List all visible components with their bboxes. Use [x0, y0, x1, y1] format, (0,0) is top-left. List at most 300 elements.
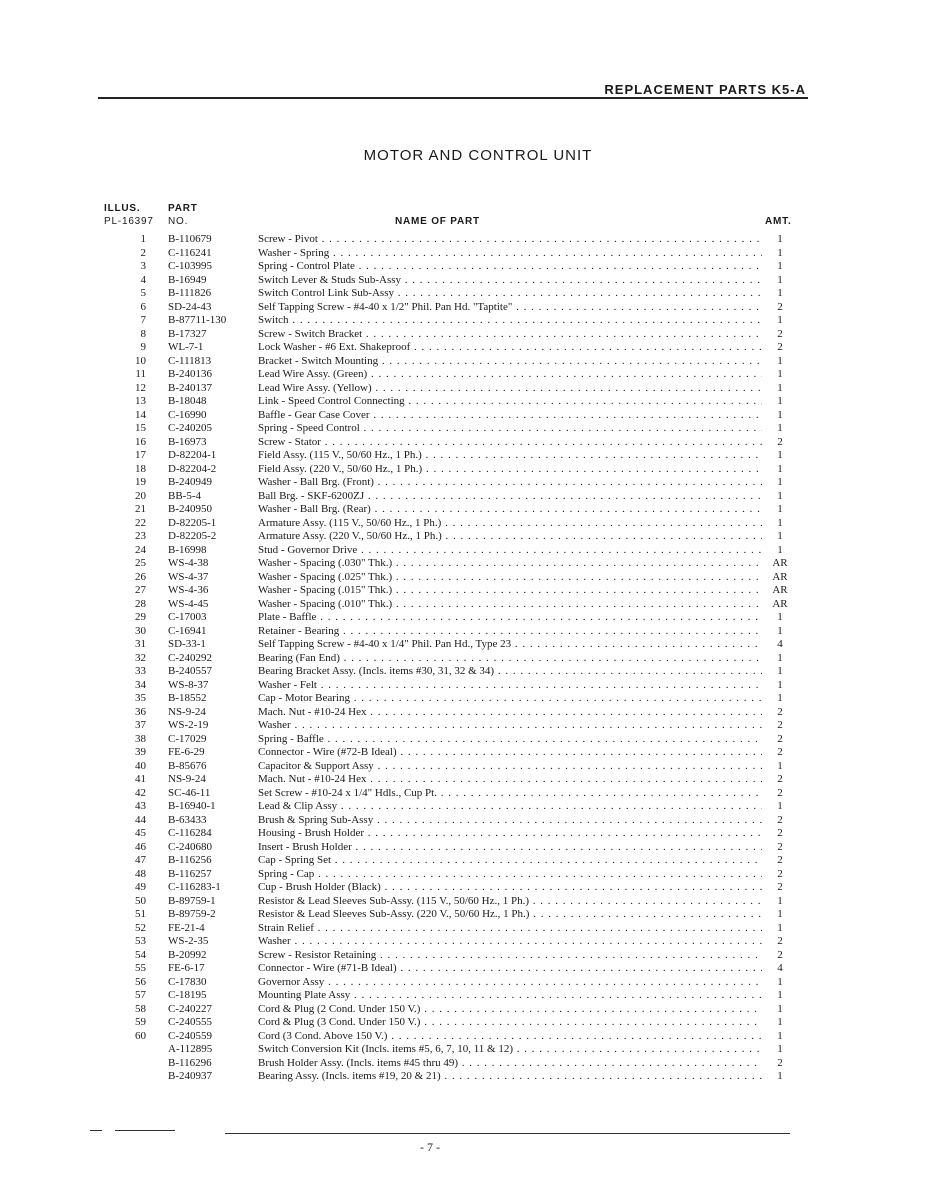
amount: 1: [777, 260, 783, 272]
part-name: Cord (3 Cond. Above 150 V.) . . .: [258, 1030, 762, 1044]
illus-number: 17: [135, 449, 146, 461]
amount: 2: [777, 732, 783, 745]
part-name: Retainer - Bearing . . .: [258, 625, 762, 639]
amount: 2: [777, 840, 783, 853]
part-number: B-85676: [168, 759, 207, 772]
table-row: [0, 463, 946, 477]
illus-number: 57: [135, 989, 146, 1001]
part-number: B-240557: [168, 665, 212, 677]
part-number: B-240949: [168, 476, 212, 488]
amount: 2: [777, 867, 783, 880]
col-name: NAME OF PART: [395, 216, 480, 227]
part-name: Washer - Felt . . .: [258, 679, 762, 693]
amount: 1: [777, 651, 783, 664]
table-row: [0, 679, 946, 693]
part-name: Screw - Switch Bracket . . .: [258, 328, 762, 342]
table-row: [0, 1043, 946, 1057]
part-name: Mach. Nut - #10-24 Hex . . .: [258, 773, 762, 787]
table-row: [0, 881, 946, 895]
part-number: FE-21-4: [168, 921, 205, 934]
part-name: Washer - Spacing (.025" Thk.) . . .: [258, 571, 762, 585]
table-row: [0, 409, 946, 423]
part-number: B-20992: [168, 948, 207, 961]
part-number: B-240136: [168, 368, 212, 380]
table-row: [0, 652, 946, 666]
part-number: WS-8-37: [168, 678, 209, 691]
table-row: [0, 490, 946, 504]
table-row: [0, 922, 946, 936]
amount: 1: [777, 921, 783, 934]
amount: 1: [777, 1070, 783, 1082]
illus-number: 39: [135, 746, 146, 758]
table-row: [0, 733, 946, 747]
part-name: Spring - Speed Control . . .: [258, 422, 762, 436]
table-row: [0, 611, 946, 625]
part-name: Screw - Pivot . . .: [258, 233, 762, 247]
amount: 1: [777, 287, 783, 299]
part-number: WL-7-1: [168, 341, 204, 353]
part-number: FE-6-17: [168, 962, 205, 974]
amount: 1: [777, 611, 783, 623]
amount: 2: [777, 327, 783, 340]
amount: 1: [777, 462, 783, 475]
part-name: Bracket - Switch Mounting . . .: [258, 355, 762, 369]
illus-number: 31: [135, 638, 146, 650]
table-row: [0, 1003, 946, 1017]
amount: 1: [777, 894, 783, 907]
amount: 2: [777, 813, 783, 826]
part-number: C-16990: [168, 408, 207, 421]
illus-number: 40: [135, 759, 146, 772]
part-number: WS-4-45: [168, 597, 209, 610]
illus-number: 47: [135, 854, 146, 866]
part-name: Mach. Nut - #10-24 Hex . . .: [258, 706, 762, 720]
part-name: Resistor & Lead Sleeves Sub-Assy. (220 V., 50/60 Hz., 1 Ph.) . . .: [258, 908, 762, 922]
table-row: [0, 706, 946, 720]
amount: 1: [777, 503, 783, 515]
part-number: FE-6-29: [168, 746, 205, 758]
amount: 1: [777, 1043, 783, 1055]
amount: 1: [777, 368, 783, 380]
table-row: [0, 247, 946, 261]
part-number: B-16998: [168, 543, 207, 556]
illus-number: 27: [135, 584, 146, 596]
part-name: Screw - Stator . . .: [258, 436, 762, 450]
illus-number: 38: [135, 732, 146, 745]
col-illus-label: ILLUS.: [104, 203, 141, 214]
table-row: [0, 328, 946, 342]
amount: 1: [777, 381, 783, 394]
amount: 1: [777, 692, 783, 704]
part-name: Washer - Ball Brg. (Front) . . .: [258, 476, 762, 490]
illus-number: 59: [135, 1016, 146, 1028]
part-number: C-240292: [168, 651, 212, 664]
part-number: B-110679: [168, 233, 212, 245]
illus-number: 3: [140, 260, 146, 272]
amount: 1: [777, 989, 783, 1001]
part-name: Housing - Brush Holder . . .: [258, 827, 762, 841]
table-row: [0, 368, 946, 382]
table-row: [0, 625, 946, 639]
part-number: B-18552: [168, 692, 207, 704]
table-row: [0, 314, 946, 328]
illus-number: 49: [135, 881, 146, 893]
part-name: Plate - Baffle . . .: [258, 611, 762, 625]
part-number: BB-5-4: [168, 489, 201, 502]
illus-number: 1: [140, 233, 146, 245]
illus-number: 32: [135, 651, 146, 664]
illus-number: 51: [135, 908, 146, 920]
part-name: Self Tapping Screw - #4-40 x 1/2" Phil. Pan Hd. "Taptite" . . .: [258, 301, 762, 315]
table-row: [0, 773, 946, 787]
part-name: Brush & Spring Sub-Assy . . .: [258, 814, 762, 828]
table-row: [0, 949, 946, 963]
part-number: C-17003: [168, 611, 207, 623]
illus-number: 11: [135, 368, 146, 380]
table-row: [0, 476, 946, 490]
header-title: REPLACEMENT PARTS K5-A: [604, 82, 806, 97]
illus-number: 5: [140, 287, 146, 299]
part-number: A-112895: [168, 1043, 213, 1055]
table-row: [0, 355, 946, 369]
part-number: SC-46-11: [168, 786, 211, 799]
amount: 2: [777, 773, 783, 785]
table-row: [0, 787, 946, 801]
footer-rule: [90, 1130, 102, 1131]
illus-number: 12: [135, 381, 146, 394]
part-number: WS-4-38: [168, 557, 209, 569]
part-number: C-103995: [168, 260, 212, 272]
table-row: [0, 557, 946, 571]
table-row: [0, 422, 946, 436]
part-name: Lead & Clip Assy . . .: [258, 800, 762, 814]
illus-number: 54: [135, 948, 146, 961]
part-number: B-63433: [168, 813, 207, 826]
illus-number: 9: [140, 341, 146, 353]
table-row: [0, 800, 946, 814]
table-row: [0, 935, 946, 949]
part-number: C-240205: [168, 422, 212, 434]
footer-rule: [115, 1130, 175, 1131]
part-name: Connector - Wire (#71-B Ideal) . . .: [258, 962, 762, 976]
illus-number: 18: [135, 462, 146, 475]
illus-number: 7: [140, 314, 146, 326]
part-number: D-82204-2: [168, 462, 217, 475]
amount: 1: [777, 1029, 783, 1042]
table-row: [0, 841, 946, 855]
illus-number: 29: [135, 611, 146, 623]
part-name: Switch . . .: [258, 314, 762, 328]
amount: 2: [777, 1056, 783, 1069]
table-row: [0, 436, 946, 450]
table-row: [0, 814, 946, 828]
illus-number: 28: [135, 597, 146, 610]
amount: 2: [777, 935, 783, 947]
amount: AR: [772, 557, 788, 569]
table-row: [0, 503, 946, 517]
amount: 4: [777, 638, 783, 650]
table-row: [0, 976, 946, 990]
amount: 1: [777, 422, 783, 434]
amount: 1: [777, 624, 783, 637]
part-name: Strain Relief . . .: [258, 922, 762, 936]
part-number: SD-33-1: [168, 638, 206, 650]
part-number: WS-4-36: [168, 584, 209, 596]
page-number: - 7 -: [420, 1140, 440, 1154]
amount: 1: [777, 975, 783, 988]
part-name: Armature Assy. (220 V., 50/60 Hz., 1 Ph.) . . .: [258, 530, 762, 544]
table-row: [0, 517, 946, 531]
illus-number: 55: [135, 962, 146, 974]
part-name: Washer - Spring . . .: [258, 247, 762, 261]
amount: 1: [777, 449, 783, 461]
amount: 2: [777, 854, 783, 866]
illus-number: 16: [135, 435, 146, 448]
part-number: B-87711-130: [168, 314, 227, 326]
part-number: C-116283-1: [168, 881, 221, 893]
illus-number: 23: [135, 530, 146, 542]
part-number: C-240555: [168, 1016, 212, 1028]
table-row: [0, 260, 946, 274]
footer-rule: [225, 1133, 790, 1134]
illus-number: 46: [135, 840, 146, 853]
illus-number: 50: [135, 894, 146, 907]
part-name: Mounting Plate Assy . . .: [258, 989, 762, 1003]
col-illus-ref: PL-16397: [104, 216, 154, 227]
part-number: B-116296: [168, 1056, 212, 1069]
amount: 1: [777, 678, 783, 691]
illus-number: 20: [135, 489, 146, 502]
amount: 1: [777, 408, 783, 421]
part-number: B-240937: [168, 1070, 212, 1082]
amount: 1: [777, 1016, 783, 1028]
amount: 1: [777, 1002, 783, 1015]
amount: 2: [777, 300, 783, 313]
amount: 1: [777, 246, 783, 259]
part-name: Washer - Spacing (.015" Thk.) . . .: [258, 584, 762, 598]
part-name: Lead Wire Assy. (Green) . . .: [258, 368, 762, 382]
part-name: Switch Lever & Studs Sub-Assy . . .: [258, 274, 762, 288]
part-name: Lead Wire Assy. (Yellow) . . .: [258, 382, 762, 396]
part-name: Connector - Wire (#72-B Ideal) . . .: [258, 746, 762, 760]
part-number: C-111813: [168, 354, 212, 367]
amount: 1: [777, 354, 783, 367]
part-name: Spring - Control Plate . . .: [258, 260, 762, 274]
amount: 1: [777, 530, 783, 542]
illus-number: 34: [135, 678, 146, 691]
part-number: SD-24-43: [168, 300, 212, 313]
part-number: C-116241: [168, 246, 212, 259]
part-name: Cord & Plug (3 Cond. Under 150 V.) . . .: [258, 1016, 762, 1030]
part-name: Stud - Governor Drive . . .: [258, 544, 762, 558]
table-row: [0, 571, 946, 585]
illus-number: 26: [135, 570, 146, 583]
part-number: B-89759-1: [168, 894, 216, 907]
illus-number: 15: [135, 422, 146, 434]
part-name: Insert - Brush Holder . . .: [258, 841, 762, 855]
part-number: WS-2-19: [168, 719, 209, 731]
part-number: B-240950: [168, 503, 212, 515]
document-title: MOTOR AND CONTROL UNIT: [363, 147, 593, 164]
amount: 1: [777, 908, 783, 920]
part-name: Armature Assy. (115 V., 50/60 Hz., 1 Ph.) . . .: [258, 517, 762, 531]
part-number: B-16940-1: [168, 800, 216, 812]
part-name: Resistor & Lead Sleeves Sub-Assy. (115 V., 50/60 Hz., 1 Ph.) . . .: [258, 895, 762, 909]
part-name: Cap - Spring Set . . .: [258, 854, 762, 868]
part-name: Spring - Baffle . . .: [258, 733, 762, 747]
amount: AR: [772, 584, 788, 596]
illus-number: 36: [135, 705, 146, 718]
table-row: [0, 638, 946, 652]
illus-number: 30: [135, 624, 146, 637]
header-rule: [98, 97, 808, 99]
illus-number: 13: [135, 395, 146, 407]
amount: 1: [777, 759, 783, 772]
table-row: [0, 989, 946, 1003]
part-number: B-89759-2: [168, 908, 216, 920]
col-part-label: PART: [168, 203, 198, 214]
table-row: [0, 1057, 946, 1071]
amount: 1: [777, 489, 783, 502]
part-number: WS-4-37: [168, 570, 209, 583]
part-name: Cup - Brush Holder (Black) . . .: [258, 881, 762, 895]
part-number: D-82205-1: [168, 516, 217, 529]
table-row: [0, 584, 946, 598]
amount: 1: [777, 233, 783, 245]
amount: AR: [772, 570, 788, 583]
table-row: [0, 908, 946, 922]
amount: 1: [777, 800, 783, 812]
part-name: Set Screw - #10-24 x 1/4" Hdls., Cup Pt. . . .: [258, 787, 762, 801]
amount: 2: [777, 881, 783, 893]
illus-number: 10: [135, 354, 146, 367]
table-row: [0, 301, 946, 315]
table-row: [0, 1016, 946, 1030]
illus-number: 35: [135, 692, 146, 704]
part-number: B-16949: [168, 273, 207, 286]
amount: 2: [777, 827, 783, 839]
table-row: [0, 544, 946, 558]
illus-number: 4: [140, 273, 146, 286]
illus-number: 52: [135, 921, 146, 934]
amount: 1: [777, 476, 783, 488]
illus-number: 6: [140, 300, 146, 313]
part-name: Bearing (Fan End) . . .: [258, 652, 762, 666]
table-row: [0, 1030, 946, 1044]
part-number: C-240559: [168, 1029, 212, 1042]
part-name: Washer - Ball Brg. (Rear) . . .: [258, 503, 762, 517]
part-name: Link - Speed Control Connecting . . .: [258, 395, 762, 409]
part-name: Lock Washer - #6 Ext. Shakeproof . . .: [258, 341, 762, 355]
illus-number: 56: [135, 975, 146, 988]
part-name: Field Assy. (220 V., 50/60 Hz., 1 Ph.) . . .: [258, 463, 762, 477]
table-row: [0, 530, 946, 544]
part-number: B-116257: [168, 867, 212, 880]
part-number: NS-9-24: [168, 705, 206, 718]
part-name: Field Assy. (115 V., 50/60 Hz., 1 Ph.) . . .: [258, 449, 762, 463]
table-row: [0, 827, 946, 841]
part-number: WS-2-35: [168, 935, 209, 947]
part-number: B-240137: [168, 381, 212, 394]
table-row: [0, 692, 946, 706]
part-name: Switch Conversion Kit (Incls. items #5, 6, 7, 10, 11 & 12) . . .: [258, 1043, 762, 1057]
amount: 1: [777, 665, 783, 677]
amount: AR: [772, 597, 788, 610]
illus-number: 14: [135, 408, 146, 421]
amount: 1: [777, 314, 783, 326]
table-row: [0, 341, 946, 355]
part-number: C-240227: [168, 1002, 212, 1015]
illus-number: 8: [140, 327, 146, 340]
illus-number: 58: [135, 1002, 146, 1015]
part-number: B-16973: [168, 435, 207, 448]
amount: 2: [777, 948, 783, 961]
part-number: B-17327: [168, 327, 207, 340]
table-row: [0, 760, 946, 774]
table-row: [0, 233, 946, 247]
part-name: Washer - Spacing (.030" Thk.) . . .: [258, 557, 762, 571]
part-number: B-116256: [168, 854, 212, 866]
table-row: [0, 895, 946, 909]
illus-number: 33: [135, 665, 146, 677]
table-row: [0, 274, 946, 288]
illus-number: 21: [135, 503, 146, 515]
part-name: Governor Assy . . .: [258, 976, 762, 990]
table-row: [0, 287, 946, 301]
part-name: Baffle - Gear Case Cover . . .: [258, 409, 762, 423]
illus-number: 60: [135, 1029, 146, 1042]
amount: 2: [777, 341, 783, 353]
illus-number: 25: [135, 557, 146, 569]
part-name: Bearing Assy. (Incls. items #19, 20 & 21) . . .: [258, 1070, 762, 1084]
part-name: Capacitor & Support Assy . . .: [258, 760, 762, 774]
part-name: Cord & Plug (2 Cond. Under 150 V.) . . .: [258, 1003, 762, 1017]
amount: 2: [777, 705, 783, 718]
amount: 1: [777, 395, 783, 407]
amount: 2: [777, 435, 783, 448]
amount: 1: [777, 543, 783, 556]
table-row: [0, 868, 946, 882]
amount: 1: [777, 516, 783, 529]
col-amt: AMT.: [765, 216, 792, 227]
part-number: C-17029: [168, 732, 207, 745]
table-row: [0, 719, 946, 733]
part-number: C-17830: [168, 975, 207, 988]
part-number: C-16941: [168, 624, 207, 637]
part-number: B-111826: [168, 287, 212, 299]
illus-number: 42: [135, 786, 146, 799]
part-number: C-18195: [168, 989, 207, 1001]
amount: 1: [777, 273, 783, 286]
illus-number: 44: [135, 813, 146, 826]
amount: 2: [777, 746, 783, 758]
illus-number: 41: [135, 773, 146, 785]
part-number: D-82205-2: [168, 530, 217, 542]
table-row: [0, 665, 946, 679]
part-name: Screw - Resistor Retaining . . .: [258, 949, 762, 963]
part-name: Washer . . .: [258, 935, 762, 949]
table-row: [0, 598, 946, 612]
illus-number: 53: [135, 935, 146, 947]
illus-number: 45: [135, 827, 146, 839]
part-name: Spring - Cap . . .: [258, 868, 762, 882]
table-row: [0, 382, 946, 396]
part-number: B-18048: [168, 395, 207, 407]
table-row: [0, 449, 946, 463]
part-name: Cap - Motor Bearing . . .: [258, 692, 762, 706]
part-name: Ball Brg. - SKF-6200ZJ . . .: [258, 490, 762, 504]
part-number: D-82204-1: [168, 449, 217, 461]
